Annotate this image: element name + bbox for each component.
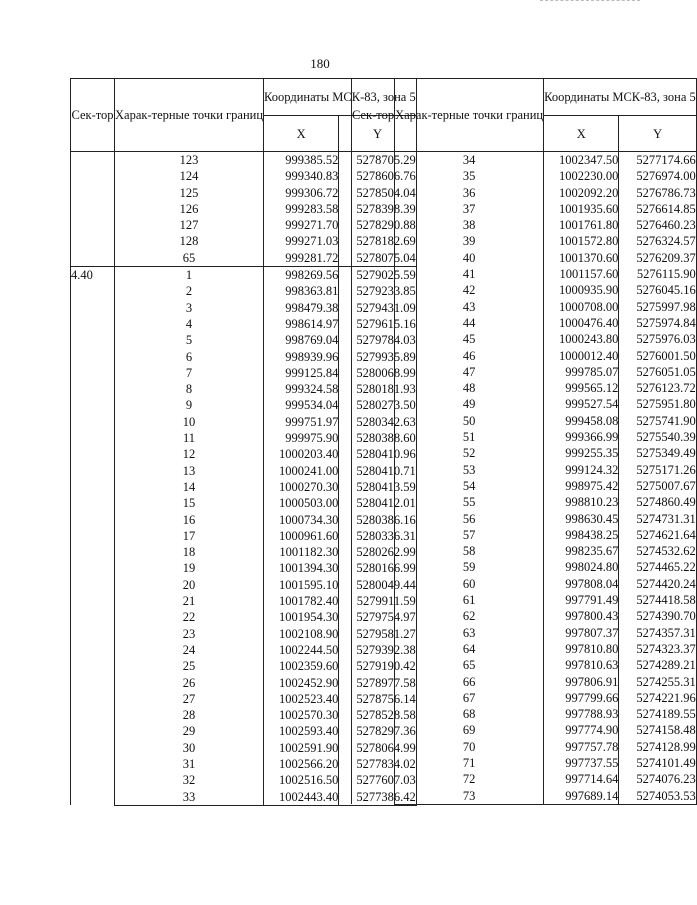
table-row	[352, 690, 697, 706]
y-coordinate-cell: 5280068.99	[339, 365, 416, 381]
point-number-cell: 61	[395, 592, 544, 608]
x-coordinate-cell: 997806.91	[544, 674, 619, 690]
y-coordinate-cell: 5275974.84	[619, 315, 696, 331]
y-coordinate-cell: 5275741.90	[619, 413, 696, 429]
y-coordinate-cell: 5275976.03	[619, 331, 696, 347]
x-coordinate-cell: 999385.52	[264, 152, 339, 169]
x-coordinate-cell: 1002092.20	[544, 185, 619, 201]
x-coordinate-cell: 1002523.40	[264, 691, 339, 707]
point-number-cell: 6	[115, 349, 264, 365]
y-coordinate-cell: 5274221.96	[619, 690, 696, 706]
y-coordinate-cell: 5279190.42	[339, 658, 416, 674]
point-number-cell: 9	[115, 397, 264, 413]
y-coordinate-cell: 5279431.09	[339, 300, 416, 316]
x-coordinate-cell: 1002230.00	[544, 168, 619, 184]
x-coordinate-cell: 998024.80	[544, 559, 619, 575]
table-row	[352, 429, 697, 445]
point-number-cell: 8	[115, 381, 264, 397]
point-number-cell: 15	[115, 495, 264, 511]
y-coordinate-cell: 5279581.27	[339, 626, 416, 642]
x-coordinate-cell: 999283.58	[264, 201, 339, 217]
y-coordinate-cell: 5280273.50	[339, 397, 416, 413]
table-row	[352, 331, 697, 347]
point-number-cell: 10	[115, 414, 264, 430]
point-number-cell: 29	[115, 723, 264, 739]
y-coordinate-cell: 5279911.59	[339, 593, 416, 609]
table-row	[352, 250, 697, 266]
point-number-cell: 36	[395, 185, 544, 201]
x-coordinate-cell: 1001595.10	[264, 577, 339, 593]
table-row	[352, 364, 697, 380]
point-number-cell: 50	[395, 413, 544, 429]
point-number-cell: 14	[115, 479, 264, 495]
table-row	[352, 201, 697, 217]
table-row	[352, 315, 697, 331]
table-row	[352, 722, 697, 738]
y-coordinate-cell: 5280410.71	[339, 463, 416, 479]
sector-cell	[71, 152, 115, 267]
y-coordinate-cell: 5274357.31	[619, 625, 696, 641]
x-coordinate-cell: 997810.80	[544, 641, 619, 657]
point-number-cell: 44	[395, 315, 544, 331]
y-coordinate-cell: 5274420.24	[619, 576, 696, 592]
point-number-cell: 65	[395, 657, 544, 673]
table-row	[352, 282, 697, 298]
y-coordinate-cell: 5279784.03	[339, 332, 416, 348]
y-coordinate-cell: 5274860.49	[619, 494, 696, 510]
x-coordinate-cell: 998438.25	[544, 527, 619, 543]
point-number-cell: 3	[115, 300, 264, 316]
point-number-cell: 38	[395, 217, 544, 233]
point-number-cell: 35	[395, 168, 544, 184]
y-coordinate-cell: 5276460.23	[619, 217, 696, 233]
y-coordinate-cell: 5280049.44	[339, 577, 416, 593]
y-coordinate-cell: 5276123.72	[619, 380, 696, 396]
point-number-cell: 13	[115, 463, 264, 479]
x-coordinate-cell: 998975.42	[544, 478, 619, 494]
y-coordinate-cell: 5279754.97	[339, 609, 416, 625]
y-coordinate-cell: 5279392.38	[339, 642, 416, 658]
point-number-cell: 2	[115, 283, 264, 299]
y-coordinate-cell: 5276614.85	[619, 201, 696, 217]
x-coordinate-cell: 1001935.60	[544, 201, 619, 217]
x-coordinate-cell: 1000203.40	[264, 446, 339, 462]
point-number-cell: 30	[115, 740, 264, 756]
y-coordinate-cell: 5278528.58	[339, 707, 416, 723]
x-coordinate-cell: 1000961.60	[264, 528, 339, 544]
y-coordinate-cell: 5276324.57	[619, 233, 696, 249]
y-coordinate-cell: 5278075.04	[339, 250, 416, 267]
point-number-cell: 47	[395, 364, 544, 380]
point-number-cell: 125	[115, 185, 264, 201]
header-y: Y	[619, 116, 696, 152]
y-coordinate-cell: 5280410.96	[339, 446, 416, 462]
point-number-cell: 1	[115, 267, 264, 284]
point-number-cell: 123	[115, 152, 264, 169]
point-number-cell: 72	[395, 771, 544, 787]
point-number-cell: 31	[115, 756, 264, 772]
y-coordinate-cell: 5278398.39	[339, 201, 416, 217]
y-coordinate-cell: 5280342.63	[339, 414, 416, 430]
point-number-cell: 59	[395, 559, 544, 575]
y-coordinate-cell: 5279615.16	[339, 316, 416, 332]
point-number-cell: 71	[395, 755, 544, 771]
table-row	[352, 299, 697, 315]
table-row	[352, 543, 697, 559]
y-coordinate-cell: 5280166.99	[339, 560, 416, 576]
point-number-cell: 19	[115, 560, 264, 576]
header-coords: Координаты МСК-83, зона 5	[264, 79, 417, 116]
point-number-cell: 63	[395, 625, 544, 641]
header-points: Харак-терные точки границ	[115, 79, 264, 152]
y-coordinate-cell: 5280412.01	[339, 495, 416, 511]
y-coordinate-cell: 5277834.02	[339, 756, 416, 772]
x-coordinate-cell: 1002359.60	[264, 658, 339, 674]
table-row	[352, 217, 697, 233]
header-points: Харак-терные точки границ	[395, 79, 544, 152]
point-number-cell: 124	[115, 168, 264, 184]
y-coordinate-cell: 5274390.70	[619, 608, 696, 624]
table-row	[352, 608, 697, 624]
y-coordinate-cell: 5274323.37	[619, 641, 696, 657]
header-y: Y	[339, 116, 416, 152]
point-number-cell: 46	[395, 348, 544, 364]
x-coordinate-cell: 997799.66	[544, 690, 619, 706]
y-coordinate-cell: 5278705.29	[339, 152, 416, 169]
x-coordinate-cell: 1002516.50	[264, 772, 339, 788]
point-number-cell: 11	[115, 430, 264, 446]
y-coordinate-cell: 5275171.26	[619, 462, 696, 478]
point-number-cell: 69	[395, 722, 544, 738]
x-coordinate-cell: 999306.72	[264, 185, 339, 201]
point-number-cell: 41	[395, 266, 544, 282]
y-coordinate-cell: 5279233.85	[339, 283, 416, 299]
y-coordinate-cell: 5278064.99	[339, 740, 416, 756]
x-coordinate-cell: 1002566.20	[264, 756, 339, 772]
y-coordinate-cell: 5278977.58	[339, 675, 416, 691]
y-coordinate-cell: 5280336.31	[339, 528, 416, 544]
y-coordinate-cell: 5274076.23	[619, 771, 696, 787]
point-number-cell: 64	[395, 641, 544, 657]
point-number-cell: 32	[115, 772, 264, 788]
point-number-cell: 67	[395, 690, 544, 706]
x-coordinate-cell: 1000503.00	[264, 495, 339, 511]
x-coordinate-cell: 1001572.80	[544, 233, 619, 249]
table-row	[352, 266, 697, 282]
y-coordinate-cell: 5274621.64	[619, 527, 696, 543]
x-coordinate-cell: 999565.12	[544, 380, 619, 396]
x-coordinate-cell: 999271.03	[264, 233, 339, 249]
x-coordinate-cell: 999751.97	[264, 414, 339, 430]
y-coordinate-cell: 5279025.59	[339, 267, 416, 284]
point-number-cell: 5	[115, 332, 264, 348]
x-coordinate-cell: 998363.81	[264, 283, 339, 299]
x-coordinate-cell: 998235.67	[544, 543, 619, 559]
y-coordinate-cell: 5274418.58	[619, 592, 696, 608]
table-row	[352, 576, 697, 592]
point-number-cell: 16	[115, 512, 264, 528]
table-row	[352, 511, 697, 527]
page-number: 180	[310, 56, 330, 71]
y-coordinate-cell: 5274255.31	[619, 674, 696, 690]
point-number-cell: 56	[395, 511, 544, 527]
y-coordinate-cell: 5280413.59	[339, 479, 416, 495]
x-coordinate-cell: 997774.90	[544, 722, 619, 738]
table-row	[352, 396, 697, 412]
point-number-cell: 24	[115, 642, 264, 658]
point-number-cell: 52	[395, 445, 544, 461]
x-coordinate-cell: 999324.58	[264, 381, 339, 397]
table-row	[352, 739, 697, 755]
point-number-cell: 127	[115, 217, 264, 233]
y-coordinate-cell: 5275997.98	[619, 299, 696, 315]
point-number-cell: 66	[395, 674, 544, 690]
point-number-cell: 28	[115, 707, 264, 723]
y-coordinate-cell: 5278756.14	[339, 691, 416, 707]
point-number-cell: 39	[395, 233, 544, 249]
table-row	[352, 674, 697, 690]
x-coordinate-cell: 997810.63	[544, 657, 619, 673]
table-row	[352, 559, 697, 575]
x-coordinate-cell: 997791.49	[544, 592, 619, 608]
sector-cell: 4.40	[71, 267, 115, 806]
point-number-cell: 20	[115, 577, 264, 593]
header-coords: Координаты МСК-83, зона 5	[544, 79, 697, 116]
header-x: X	[544, 116, 619, 152]
table-row	[352, 771, 697, 787]
x-coordinate-cell: 1000935.90	[544, 282, 619, 298]
y-coordinate-cell: 5279935.89	[339, 349, 416, 365]
y-coordinate-cell: 5278297.36	[339, 723, 416, 739]
point-number-cell: 73	[395, 788, 544, 805]
point-number-cell: 126	[115, 201, 264, 217]
x-coordinate-cell: 1001394.30	[264, 560, 339, 576]
x-coordinate-cell: 1000708.00	[544, 299, 619, 315]
point-number-cell: 49	[395, 396, 544, 412]
y-coordinate-cell: 5276786.73	[619, 185, 696, 201]
y-coordinate-cell: 5278606.76	[339, 168, 416, 184]
x-coordinate-cell: 1001182.30	[264, 544, 339, 560]
point-number-cell: 68	[395, 706, 544, 722]
x-coordinate-cell: 1000734.30	[264, 512, 339, 528]
x-coordinate-cell: 998769.04	[264, 332, 339, 348]
table-row	[352, 755, 697, 771]
x-coordinate-cell: 999271.70	[264, 217, 339, 233]
table-row	[352, 641, 697, 657]
header-sector: Сек-тор	[352, 79, 395, 152]
point-number-cell: 23	[115, 626, 264, 642]
table-row	[352, 348, 697, 364]
x-coordinate-cell: 997800.43	[544, 608, 619, 624]
table-row	[352, 657, 697, 673]
y-coordinate-cell: 5280181.93	[339, 381, 416, 397]
x-coordinate-cell: 999785.07	[544, 364, 619, 380]
x-coordinate-cell: 999340.83	[264, 168, 339, 184]
table-row	[352, 462, 697, 478]
point-number-cell: 57	[395, 527, 544, 543]
table-row	[352, 152, 697, 169]
x-coordinate-cell: 1002443.40	[264, 789, 339, 806]
x-coordinate-cell: 998810.23	[544, 494, 619, 510]
header-x: X	[264, 116, 339, 152]
x-coordinate-cell: 1001370.60	[544, 250, 619, 266]
point-number-cell: 7	[115, 365, 264, 381]
y-coordinate-cell: 5278182.69	[339, 233, 416, 249]
x-coordinate-cell: 997807.37	[544, 625, 619, 641]
y-coordinate-cell: 5275951.80	[619, 396, 696, 412]
point-number-cell: 34	[395, 152, 544, 169]
x-coordinate-cell: 999125.84	[264, 365, 339, 381]
y-coordinate-cell: 5275007.67	[619, 478, 696, 494]
y-coordinate-cell: 5274158.48	[619, 722, 696, 738]
point-number-cell: 128	[115, 233, 264, 249]
x-coordinate-cell: 999366.99	[544, 429, 619, 445]
x-coordinate-cell: 1001761.80	[544, 217, 619, 233]
x-coordinate-cell: 999255.35	[544, 445, 619, 461]
table-body	[352, 152, 697, 805]
x-coordinate-cell: 998939.96	[264, 349, 339, 365]
x-coordinate-cell: 999527.54	[544, 396, 619, 412]
y-coordinate-cell: 5274101.49	[619, 755, 696, 771]
x-coordinate-cell: 1002452.90	[264, 675, 339, 691]
y-coordinate-cell: 5276051.05	[619, 364, 696, 380]
x-coordinate-cell: 999281.72	[264, 250, 339, 267]
x-coordinate-cell: 1002244.50	[264, 642, 339, 658]
point-number-cell: 53	[395, 462, 544, 478]
point-number-cell: 62	[395, 608, 544, 624]
table-row	[352, 494, 697, 510]
x-coordinate-cell: 997689.14	[544, 788, 619, 805]
sector-cell	[352, 152, 395, 805]
x-coordinate-cell: 1002108.90	[264, 626, 339, 642]
x-coordinate-cell: 997808.04	[544, 576, 619, 592]
x-coordinate-cell: 1000476.40	[544, 315, 619, 331]
point-number-cell: 45	[395, 331, 544, 347]
point-number-cell: 65	[115, 250, 264, 267]
x-coordinate-cell: 1000243.80	[544, 331, 619, 347]
point-number-cell: 51	[395, 429, 544, 445]
table-row	[352, 233, 697, 249]
y-coordinate-cell: 5278504.04	[339, 185, 416, 201]
x-coordinate-cell: 998630.45	[544, 511, 619, 527]
x-coordinate-cell: 1000241.00	[264, 463, 339, 479]
point-number-cell: 42	[395, 282, 544, 298]
y-coordinate-cell: 5276045.16	[619, 282, 696, 298]
x-coordinate-cell: 1001157.60	[544, 266, 619, 282]
x-coordinate-cell: 997737.55	[544, 755, 619, 771]
x-coordinate-cell: 1000270.30	[264, 479, 339, 495]
y-coordinate-cell: 5276974.00	[619, 168, 696, 184]
x-coordinate-cell: 998479.38	[264, 300, 339, 316]
table-row	[352, 706, 697, 722]
y-coordinate-cell: 5274532.62	[619, 543, 696, 559]
x-coordinate-cell: 997714.64	[544, 771, 619, 787]
point-number-cell: 40	[395, 250, 544, 266]
x-coordinate-cell: 1002591.90	[264, 740, 339, 756]
table-row	[352, 592, 697, 608]
point-number-cell: 25	[115, 658, 264, 674]
y-coordinate-cell: 5276209.37	[619, 250, 696, 266]
y-coordinate-cell: 5276115.90	[619, 266, 696, 282]
y-coordinate-cell: 5274128.99	[619, 739, 696, 755]
point-number-cell: 48	[395, 380, 544, 396]
point-number-cell: 26	[115, 675, 264, 691]
y-coordinate-cell: 5274053.53	[619, 788, 696, 805]
table-row	[352, 413, 697, 429]
x-coordinate-cell: 1002347.50	[544, 152, 619, 169]
point-number-cell: 60	[395, 576, 544, 592]
point-number-cell: 17	[115, 528, 264, 544]
y-coordinate-cell: 5277607.03	[339, 772, 416, 788]
point-number-cell: 54	[395, 478, 544, 494]
x-coordinate-cell: 1002593.40	[264, 723, 339, 739]
x-coordinate-cell: 998614.97	[264, 316, 339, 332]
y-coordinate-cell: 5280262.99	[339, 544, 416, 560]
point-number-cell: 22	[115, 609, 264, 625]
point-number-cell: 27	[115, 691, 264, 707]
table-row	[352, 625, 697, 641]
point-number-cell: 43	[395, 299, 544, 315]
table-row	[352, 788, 697, 805]
y-coordinate-cell: 5275349.49	[619, 445, 696, 461]
y-coordinate-cell: 5278290.88	[339, 217, 416, 233]
x-coordinate-cell: 997788.93	[544, 706, 619, 722]
table-row	[352, 478, 697, 494]
scan-edge-mark	[540, 0, 640, 3]
table-row	[352, 445, 697, 461]
x-coordinate-cell: 999124.32	[544, 462, 619, 478]
table-row	[352, 380, 697, 396]
coordinates-table-right	[351, 78, 697, 805]
x-coordinate-cell: 997757.78	[544, 739, 619, 755]
y-coordinate-cell: 5276001.50	[619, 348, 696, 364]
y-coordinate-cell: 5280388.60	[339, 430, 416, 446]
x-coordinate-cell: 999458.08	[544, 413, 619, 429]
point-number-cell: 70	[395, 739, 544, 755]
y-coordinate-cell: 5277386.42	[339, 789, 416, 806]
x-coordinate-cell: 1000012.40	[544, 348, 619, 364]
x-coordinate-cell: 1001782.40	[264, 593, 339, 609]
point-number-cell: 33	[115, 789, 264, 806]
y-coordinate-cell: 5277174.66	[619, 152, 696, 169]
point-number-cell: 55	[395, 494, 544, 510]
table-row	[352, 168, 697, 184]
x-coordinate-cell: 998269.56	[264, 267, 339, 284]
point-number-cell: 18	[115, 544, 264, 560]
point-number-cell: 58	[395, 543, 544, 559]
y-coordinate-cell: 5275540.39	[619, 429, 696, 445]
point-number-cell: 4	[115, 316, 264, 332]
point-number-cell: 21	[115, 593, 264, 609]
point-number-cell: 12	[115, 446, 264, 462]
x-coordinate-cell: 999534.04	[264, 397, 339, 413]
table-row	[352, 185, 697, 201]
x-coordinate-cell: 999975.90	[264, 430, 339, 446]
y-coordinate-cell: 5274465.22	[619, 559, 696, 575]
y-coordinate-cell: 5274289.21	[619, 657, 696, 673]
y-coordinate-cell: 5274731.31	[619, 511, 696, 527]
x-coordinate-cell: 1001954.30	[264, 609, 339, 625]
y-coordinate-cell: 5280386.16	[339, 512, 416, 528]
point-number-cell: 37	[395, 201, 544, 217]
table-row	[352, 527, 697, 543]
x-coordinate-cell: 1002570.30	[264, 707, 339, 723]
y-coordinate-cell: 5274189.55	[619, 706, 696, 722]
header-sector: Сек-тор	[71, 79, 115, 152]
